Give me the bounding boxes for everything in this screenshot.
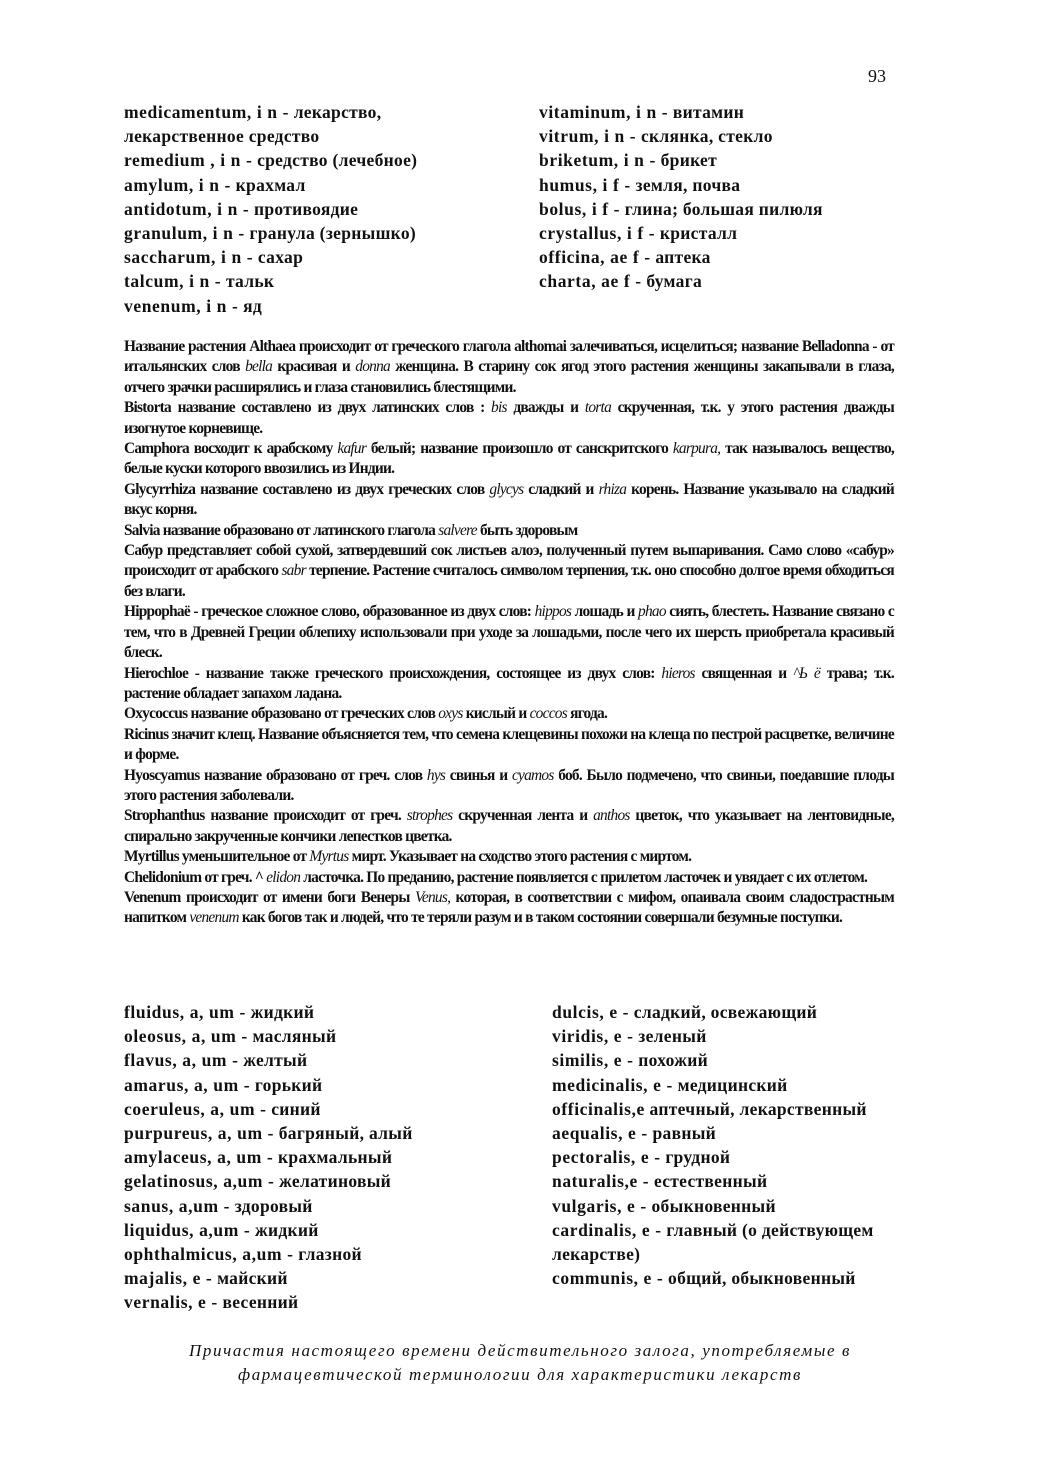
etymology-text: цветок, что указывает на лентовидные, спирально закрученные кончики лепестков цветка. bbox=[124, 807, 894, 845]
vocab-row bbox=[124, 1000, 413, 1024]
etymology-text: Bistorta название составлено из двух латинских слов : bbox=[124, 399, 492, 417]
latin-term: vitrum, i n - bbox=[539, 126, 637, 147]
etymology-text: боб. Было подмечено, что свиньи, поедавшие плоды этого растения заболевали. bbox=[124, 766, 894, 804]
etymon-word: coccos bbox=[529, 705, 567, 723]
vocab-row bbox=[539, 245, 823, 269]
vocab-list-left bbox=[124, 100, 417, 318]
etymology-paragraph bbox=[124, 602, 894, 663]
latin-term: cardinalis, e - bbox=[552, 1219, 662, 1240]
latin-term: medicamentum, i n - bbox=[124, 102, 289, 122]
etymology-text: Salvia название образовано от латинского глагола bbox=[124, 521, 439, 539]
latin-term: officina, ae f - bbox=[539, 247, 651, 268]
vocab-row bbox=[539, 269, 823, 293]
etymon-word: hippos bbox=[534, 603, 572, 621]
etymology-paragraph bbox=[124, 847, 894, 867]
etymology-text: Myrtillus уменьшительное от bbox=[124, 848, 310, 866]
etymology-text: свинья и bbox=[445, 766, 512, 784]
vocab-row bbox=[124, 173, 417, 197]
latin-term: medicinalis, e - bbox=[552, 1074, 673, 1095]
latin-term: majalis, e - bbox=[124, 1268, 213, 1289]
vocab-row bbox=[124, 100, 417, 124]
vocab-row bbox=[124, 124, 417, 148]
latin-term: humus, i f - bbox=[539, 174, 631, 195]
vocab-row bbox=[124, 1266, 413, 1290]
latin-term: purpureus, a, um - bbox=[124, 1123, 275, 1144]
etymology-text: скрученная лента и bbox=[452, 807, 594, 825]
russian-translation: противоядие bbox=[254, 198, 359, 219]
vocab-row bbox=[552, 1000, 874, 1024]
etymon-word: hys bbox=[426, 766, 446, 784]
latin-term: liquidus, a,um - bbox=[124, 1219, 251, 1240]
latin-term: venenum, i n - bbox=[124, 295, 239, 316]
russian-translation: тальк bbox=[225, 271, 275, 292]
vocab-row bbox=[124, 1218, 413, 1242]
etymology-text: скрученная, т.к. у этого растения дважды изогнутое корневище. bbox=[124, 399, 894, 437]
etymology-text: как богов так и людей, что те теряли разум и в таком состоянии совершали безумные поступки. bbox=[238, 909, 843, 927]
etymology-text: лошадь и bbox=[571, 603, 639, 621]
latin-term: ophthalmicus, a,um - bbox=[124, 1244, 294, 1265]
latin-term: viridis, e - bbox=[552, 1026, 634, 1047]
etymology-text: терпение. Растение считалось символом терпения, т.к. оно способно долгое время обходиться без влаги. bbox=[124, 562, 894, 600]
vocab-row bbox=[124, 1048, 413, 1072]
etymology-paragraph bbox=[124, 868, 894, 888]
etymon-word: anthos bbox=[593, 807, 630, 825]
etymon-word: bella bbox=[245, 358, 273, 376]
vocab-row bbox=[552, 1242, 874, 1266]
etymon-word: hieros bbox=[661, 664, 695, 682]
russian-translation: земля, почва bbox=[635, 174, 741, 195]
etymology-paragraph bbox=[124, 704, 894, 724]
etymology-paragraph bbox=[124, 806, 894, 847]
vocab-row bbox=[552, 1218, 874, 1242]
russian-translation: масляный bbox=[252, 1026, 337, 1047]
latin-term: similis, e - bbox=[552, 1050, 634, 1071]
russian-translation: сахар bbox=[257, 247, 304, 268]
etymon-word: torta bbox=[584, 399, 612, 417]
russian-translation: желатиновый bbox=[279, 1171, 392, 1192]
etymology-text: Hierochloe - название также греческого происхождения, состоящее из двух слов: bbox=[124, 664, 662, 682]
vocab-row bbox=[124, 1290, 413, 1314]
russian-translation: желтый bbox=[243, 1050, 308, 1071]
etymon-word: elidon bbox=[266, 868, 301, 886]
latin-term: communis, e - bbox=[552, 1268, 664, 1289]
latin-term: remedium , i n - bbox=[124, 150, 253, 171]
vocab-row bbox=[552, 1145, 874, 1169]
etymon-word: sabr bbox=[281, 562, 306, 580]
russian-translation: синий bbox=[271, 1098, 321, 1119]
etymology-paragraph bbox=[124, 480, 894, 521]
etymology-text: Сабур представляет собой сухой, затвердевший сок листьев алоэ, полученный путем выпаривания. Само слово «сабур» происходит от арабского bbox=[124, 542, 894, 580]
vocab-row bbox=[124, 294, 417, 318]
vocab-row bbox=[124, 197, 417, 221]
etymology-text: сладкий и bbox=[523, 480, 599, 498]
vocab-row bbox=[124, 245, 417, 269]
russian-translation: майский bbox=[217, 1268, 288, 1289]
etymon-word: kafur bbox=[337, 440, 367, 458]
vocab-row bbox=[539, 197, 823, 221]
latin-term: vulgaris, e - bbox=[552, 1195, 647, 1216]
etymon-word: donna bbox=[355, 358, 390, 376]
russian-translation: естественный bbox=[653, 1171, 768, 1192]
latin-term: officinalis,e bbox=[552, 1098, 645, 1119]
vocab-row bbox=[552, 1169, 874, 1193]
etymology-text: быть здоровым bbox=[476, 521, 578, 539]
russian-translation: лекарственное средство bbox=[124, 126, 320, 147]
vocab-row bbox=[552, 1024, 874, 1048]
latin-term: crystallus, i f - bbox=[539, 223, 656, 244]
latin-term: talcum, i n - bbox=[124, 271, 222, 292]
vocab-row bbox=[552, 1194, 874, 1218]
russian-translation: общий, обыкновенный bbox=[668, 1268, 856, 1289]
russian-translation: гранула (зернышко) bbox=[249, 223, 416, 244]
etymology-text: Название растения Althaea происходит от греческого глагола althomai залечиваться, исцелиться; название Belladonna - от итальянских слов bbox=[124, 338, 894, 376]
russian-translation: лекарство, bbox=[293, 102, 382, 122]
russian-translation: склянка, стекло bbox=[640, 126, 773, 147]
vocab-row bbox=[539, 148, 823, 172]
etymon-word: Venus, bbox=[414, 888, 451, 906]
etymology-text: Camphora восходит к арабскому bbox=[124, 440, 338, 458]
latin-term: amylum, i n - bbox=[124, 174, 231, 195]
russian-translation: кристалл bbox=[659, 223, 738, 244]
russian-translation: крахмал bbox=[235, 174, 306, 195]
etymology-text: Glycyrrhiza название составлено из двух греческих слов bbox=[124, 480, 490, 498]
etymology-text: корень. Название указывало на сладкий вкус корня. bbox=[124, 480, 894, 519]
etymology-text: женщина. В старину сок ягод этого растения женщины закапывали в глаза, отчего зрачки расширялись и глаза становились блестящими. bbox=[124, 358, 894, 396]
vocab-row bbox=[552, 1266, 874, 1290]
etymon-word: rhiza bbox=[598, 480, 627, 498]
latin-term: coeruleus, a, um - bbox=[124, 1098, 267, 1119]
etymology-paragraph bbox=[124, 521, 894, 541]
russian-translation: весенний bbox=[222, 1292, 299, 1313]
latin-term: gelatinosus, a,um - bbox=[124, 1171, 275, 1192]
russian-translation: аптека bbox=[655, 247, 711, 268]
russian-translation: равный bbox=[652, 1123, 717, 1144]
vocab-row bbox=[539, 173, 823, 197]
vocab-row bbox=[124, 1194, 413, 1218]
etymology-text: Hippophaё - греческое сложное слово, образованное из двух слов: bbox=[124, 603, 535, 621]
russian-translation: глина; большая пилюля bbox=[624, 198, 823, 219]
vocab-list-right bbox=[539, 100, 823, 294]
russian-translation: сладкий, освежающий bbox=[633, 1002, 818, 1022]
russian-translation: жидкий bbox=[250, 1002, 315, 1022]
vocab-row bbox=[552, 1097, 874, 1121]
vocab-row bbox=[552, 1121, 874, 1145]
vocab-row bbox=[552, 1073, 874, 1097]
latin-term: pectoralis, e - bbox=[552, 1147, 661, 1168]
etymology-text: ласточка. По преданию, растение появляется с прилетом ласточек и увядает с их отлетом. bbox=[300, 868, 868, 886]
etymology-paragraph bbox=[124, 664, 894, 705]
vocab-row bbox=[124, 1145, 413, 1169]
russian-translation: грудной bbox=[665, 1147, 731, 1168]
etymon-word: oxys bbox=[438, 705, 463, 723]
etymology-section bbox=[124, 337, 894, 929]
etymology-text: священная и bbox=[694, 664, 794, 682]
etymon-word: glycys bbox=[489, 480, 524, 498]
etymology-paragraph bbox=[124, 888, 894, 929]
etymology-text: Chelidonium от греч. ^ bbox=[124, 868, 267, 886]
russian-translation: витамин bbox=[672, 102, 745, 122]
etymology-text: кислый и bbox=[462, 705, 530, 723]
etymology-text: Hyoscyamus название образовано от греч. слов bbox=[124, 766, 427, 784]
russian-translation: глазной bbox=[298, 1244, 362, 1265]
russian-translation: здоровый bbox=[234, 1195, 313, 1216]
vocab-row bbox=[539, 124, 823, 148]
vocab-row bbox=[539, 221, 823, 245]
etymology-paragraph bbox=[124, 766, 894, 807]
etymology-text: которая, в соответствии с мифом, опаивала своим сладострастным напитком bbox=[124, 888, 894, 927]
etymology-text: сиять, блестеть. Название связано с тем, что в Древней Греции облепиху использовали при уходе за лошадьми, после чего их шерсть приобретала красивый блеск. bbox=[124, 603, 894, 662]
vocab-row bbox=[124, 269, 417, 293]
etymon-word: karpura, bbox=[672, 440, 721, 458]
etymon-word: Myrtus bbox=[309, 848, 349, 866]
adjective-list-right bbox=[552, 1000, 874, 1290]
vocab-row bbox=[124, 148, 417, 172]
etymology-text: Strophanthus название происходит от греч. bbox=[124, 807, 407, 825]
vocab-row bbox=[124, 221, 417, 245]
latin-term: amylaceus, a, um - bbox=[124, 1147, 274, 1168]
russian-translation: брикет bbox=[660, 150, 718, 171]
vocab-row bbox=[552, 1048, 874, 1072]
russian-translation: багряный, алый bbox=[278, 1123, 413, 1144]
vocab-row bbox=[124, 1242, 413, 1266]
latin-term: aequalis, e - bbox=[552, 1123, 648, 1144]
latin-term: antidotum, i n - bbox=[124, 198, 250, 219]
page-number: 93 bbox=[868, 66, 886, 86]
etymology-text: Ricinus значит клещ. Название объясняется тем, что семена клещевины похожи на клеща по пестрой расцветке, величине и форме. bbox=[124, 725, 894, 764]
latin-term: granulum, i n - bbox=[124, 223, 245, 244]
latin-term: briketum, i n - bbox=[539, 150, 656, 171]
latin-term: fluidus, a, um - bbox=[124, 1002, 246, 1022]
russian-translation: медицинский bbox=[677, 1074, 788, 1095]
vocab-row bbox=[124, 1169, 413, 1193]
etymon-word: ^Ь ё bbox=[793, 664, 820, 682]
etymology-text: белый; название произошло от санскритского bbox=[366, 440, 673, 458]
russian-translation: лекарстве) bbox=[552, 1244, 641, 1265]
latin-term: sanus, a,um - bbox=[124, 1195, 231, 1216]
russian-translation: горький bbox=[254, 1074, 323, 1095]
russian-translation: жидкий bbox=[255, 1219, 319, 1240]
vocab-row bbox=[539, 100, 823, 124]
latin-term: charta, ae f - bbox=[539, 271, 642, 292]
etymology-text: Oxycoccus название образовано от греческих слов bbox=[124, 705, 439, 723]
russian-translation: зеленый bbox=[638, 1026, 707, 1047]
latin-term: bolus, i f - bbox=[539, 198, 621, 219]
etymology-text: дважды и bbox=[506, 399, 585, 417]
latin-term: vernalis, e - bbox=[124, 1292, 218, 1313]
etymology-text: мирт. Указывает на сходство этого растения с миртом. bbox=[348, 848, 692, 866]
etymology-text: красивая и bbox=[272, 358, 356, 376]
latin-term: naturalis,e - bbox=[552, 1171, 650, 1192]
etymology-text: так называлось вещество, белые куски которого ввозились из Индии. bbox=[124, 440, 894, 478]
etymology-paragraph bbox=[124, 398, 894, 439]
russian-translation: крахмальный bbox=[278, 1147, 393, 1168]
russian-translation: обыкновенный bbox=[651, 1195, 776, 1216]
etymon-word: phao bbox=[638, 603, 666, 621]
latin-term: oleosus, a, um - bbox=[124, 1026, 248, 1047]
latin-term: flavus, a, um - bbox=[124, 1050, 239, 1071]
section-caption: Причастия настоящего времени действительного залога, употребляемые в фармацевтической терминологии для характеристики лекарств bbox=[189, 1341, 851, 1384]
latin-term: saccharum, i n - bbox=[124, 247, 254, 268]
etymology-text: Venenum происходит от имени боги Венеры bbox=[124, 888, 415, 906]
etymology-text: трава; т.к. растение обладает запахом ладана. bbox=[124, 664, 894, 702]
etymon-word: cyamos bbox=[511, 766, 554, 784]
etymon-word: salvere bbox=[438, 521, 477, 539]
russian-translation: главный (о действующем bbox=[666, 1219, 874, 1240]
etymon-word: venenum bbox=[189, 909, 239, 927]
etymology-paragraph bbox=[124, 439, 894, 480]
latin-term: vitaminum, i n - bbox=[539, 102, 669, 122]
etymology-text: ягода. bbox=[566, 705, 608, 723]
russian-translation: похожий bbox=[638, 1050, 709, 1071]
latin-term: amarus, a, um - bbox=[124, 1074, 251, 1095]
etymology-paragraph bbox=[124, 725, 894, 766]
adjective-list-left bbox=[124, 1000, 413, 1315]
etymology-paragraph bbox=[124, 541, 894, 602]
russian-translation: бумага bbox=[646, 271, 703, 292]
etymology-paragraph bbox=[124, 337, 894, 398]
vocab-row bbox=[124, 1097, 413, 1121]
russian-translation: средство (лечебное) bbox=[257, 150, 418, 171]
etymon-word: bis bbox=[491, 399, 507, 417]
vocab-row bbox=[124, 1024, 413, 1048]
vocab-row bbox=[124, 1073, 413, 1097]
vocab-row bbox=[124, 1121, 413, 1145]
etymon-word: strophes bbox=[406, 807, 453, 825]
russian-translation: аптечный, лекарственный bbox=[649, 1098, 867, 1119]
latin-term: dulcis, e - bbox=[552, 1002, 630, 1022]
russian-translation: яд bbox=[243, 295, 262, 316]
